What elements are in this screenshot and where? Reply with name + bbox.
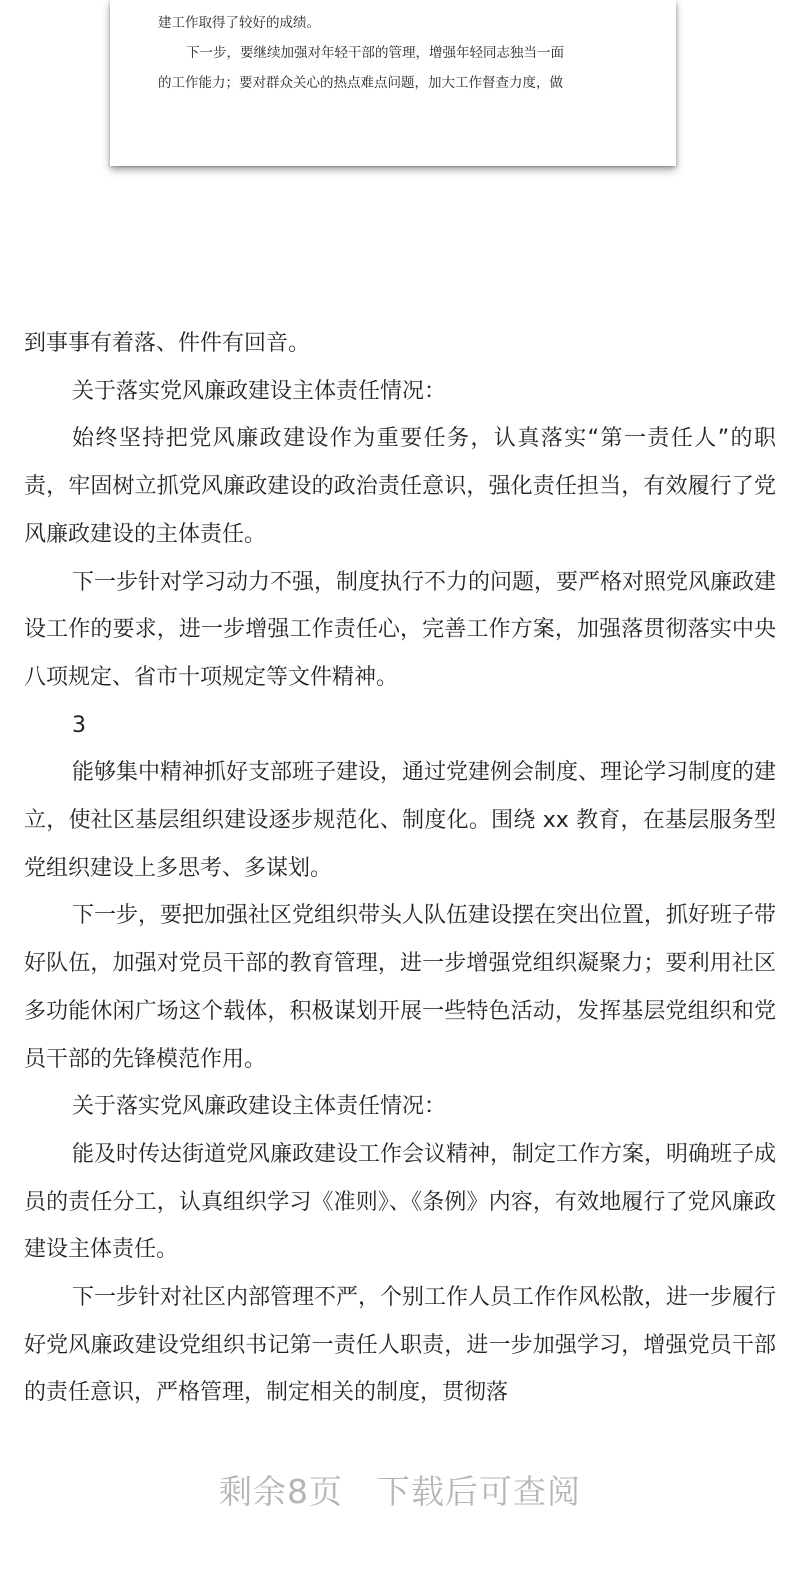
document-preview-page [110,0,676,166]
preview-line: 下一步，要继续加强对年轻干部的管理，增强年轻同志独当一面 [186,45,564,61]
preview-line: 建工作取得了较好的成绩。 [158,15,320,31]
section-heading: 关于落实党风廉政建设主体责任情况： [72,378,447,404]
download-prompt-label: 下载后可查阅 [377,1472,581,1511]
paragraph: 始终坚持把党风廉政建设作为重要任务，认真落实“第一责任人”的职责，牢固树立抓党风廉政建设的政治责任意识，强化责任担当，有效履行了党风廉政建设的主体责任。 [24,426,776,547]
paragraph: 能够集中精神抓好支部班子建设，通过党建例会制度、理论学习制度的建立，使社区基层组织建设逐步规范化、制度化。围绕 xx 教育，在基层服务型党组织建设上多思考、多谋划。 [24,760,777,881]
section-number: 3 [72,712,86,738]
paragraph: 下一步针对学习动力不强，制度执行不力的问题，要严格对照党风廉政建设工作的要求，进一步增强工作责任心，完善工作方案，加强落贯彻落实中央八项规定、省市十项规定等文件精神。 [24,569,777,690]
paragraph: 下一步针对社区内部管理不严，个别工作人员工作作风松散，进一步履行好党风廉政建设党组织书记第一责任人职责，进一步加强学习，增强党员干部的责任意识，严格管理，制定相关的制度，贯彻落 [24,1285,776,1406]
download-to-read-banner[interactable] [0,1462,800,1522]
section-heading: 关于落实党风廉政建设主体责任情况： [72,1094,447,1120]
document-body [24,320,776,1417]
truncated-paragraph-wrapper [24,1274,776,1417]
paragraph: 能及时传达街道党风廉政建设工作会议精神，制定工作方案，明确班子成员的责任分工，认真组织学习《准则》、《条例》内容，有效地履行了党风廉政建设主体责任。 [24,1141,777,1263]
preview-line: 的工作能力；要对群众关心的热点难点问题，加大工作督查力度，做 [158,75,563,91]
paragraph: 到事事有着落、件件有回音。 [24,331,311,356]
paragraph: 下一步，要把加强社区党组织带头人队伍建设摆在突出位置，抓好班子带好队伍，加强对党员干部的教育管理，进一步增强党组织凝聚力；要利用社区多功能休闲广场这个载体，积极谋划开展一些特色活动，发挥基层党组织和党员干部的先锋模范作用。 [24,903,777,1072]
remaining-pages-label: 剩余8页 [219,1472,343,1511]
